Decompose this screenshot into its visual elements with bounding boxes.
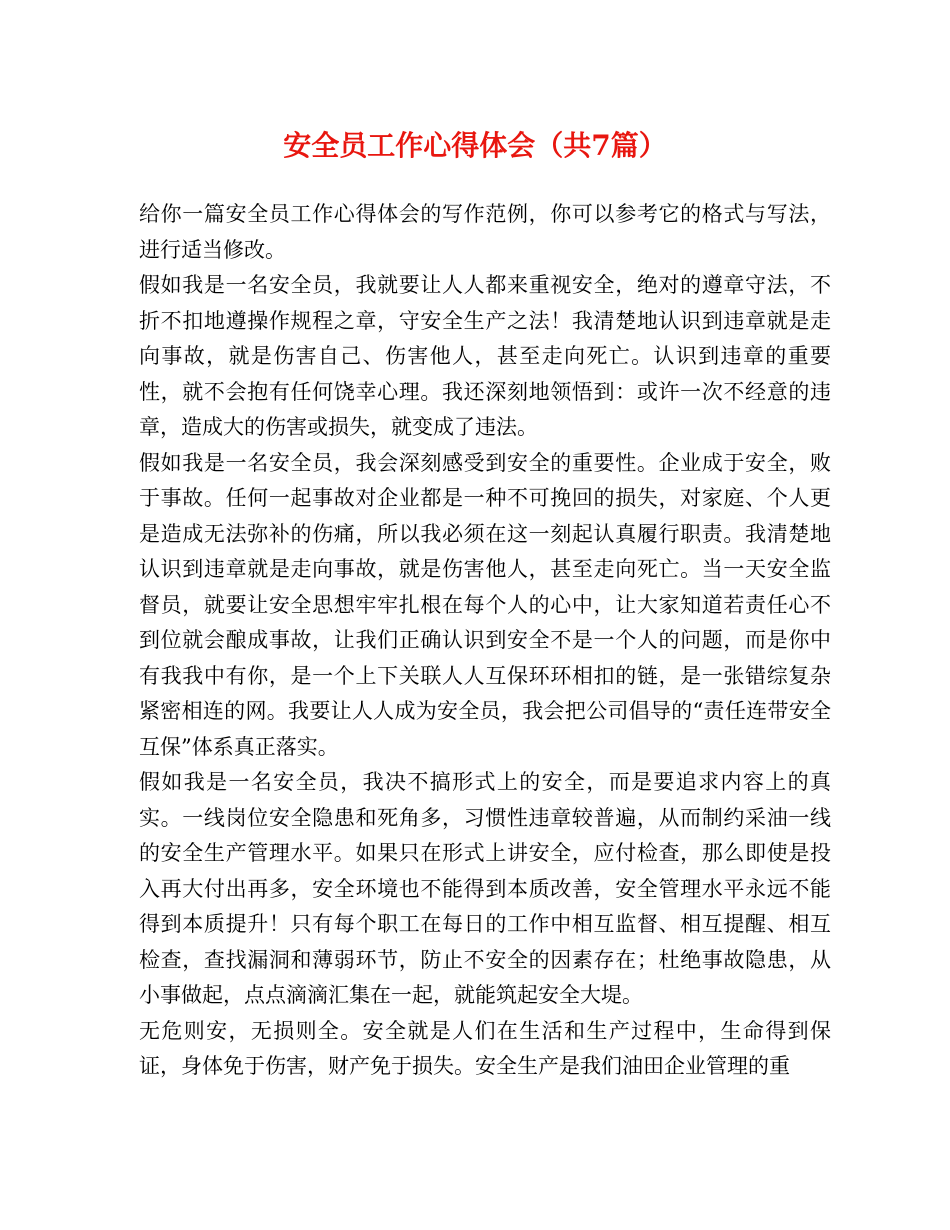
paragraph-substance: 假如我是一名安全员，我决不搞形式上的安全，而是要追求内容上的真实。一线岗位安全隐患和死角多，习惯性违章较普遍，从而制约采油一线的安全生产管理水平。如果只在形式上讲安全，应付检查，那么即使是投入再大付出再多，安全环境也不能得到本质改善，安全管理水平永远不能得到本质提升！只有每个职工在每日的工作中相互监督、相互提醒、相互检查，查找漏洞和薄弱环节，防止不安全的因素存在；杜绝事故隐患，从小事做起，点点滴滴汇集在一起，就能筑起安全大堤。 bbox=[139, 770, 831, 1007]
document-body bbox=[139, 197, 831, 1085]
document-title: 安全员工作心得体会（共7篇） bbox=[283, 129, 667, 162]
paragraph-compliance: 假如我是一名安全员，我就要让人人都来重视安全，绝对的遵章守法，不折不扣地遵操作规程之章，守安全生产之法！我清楚地认识到违章就是走向事故，就是伤害自己、伤害他人，甚至走向死亡。认识到违章的重要性，就不会抱有任何饶幸心理。我还深刻地领悟到：或许一次不经意的违章，造成大的伤害或损失，就变成了违法。 bbox=[139, 273, 831, 439]
paragraph-importance: 假如我是一名安全员，我会深刻感受到安全的重要性。企业成于安全，败于事故。任何一起事故对企业都是一种不可挽回的损失，对家庭、个人更是造成无法弥补的伤痛，所以我必须在这一刻起认真履行职责。我清楚地认识到违章就是走向事故，就是伤害他人，甚至走向死亡。当一天安全监督员，就要让安全思想牢牢扎根在每个人的心中，让大家知道若责任心不到位就会酿成事故，让我们正确认识到安全不是一个人的问题，而是你中有我我中有你，是一个上下关联人人互保环环相扣的链，是一张错综复杂紧密相连的网。我要让人人成为安全员，我会把公司倡导的“责任连带安全互保”体系真正落实。 bbox=[139, 450, 831, 759]
paragraph-intro: 给你一篇安全员工作心得体会的写作范例，你可以参考它的格式与写法，进行适当修改。 bbox=[139, 202, 831, 262]
paragraph-definition: 无危则安，无损则全。安全就是人们在生活和生产过程中，生命得到保证，身体免于伤害，财产免于损失。安全生产是我们油田企业管理的重 bbox=[139, 1018, 831, 1078]
